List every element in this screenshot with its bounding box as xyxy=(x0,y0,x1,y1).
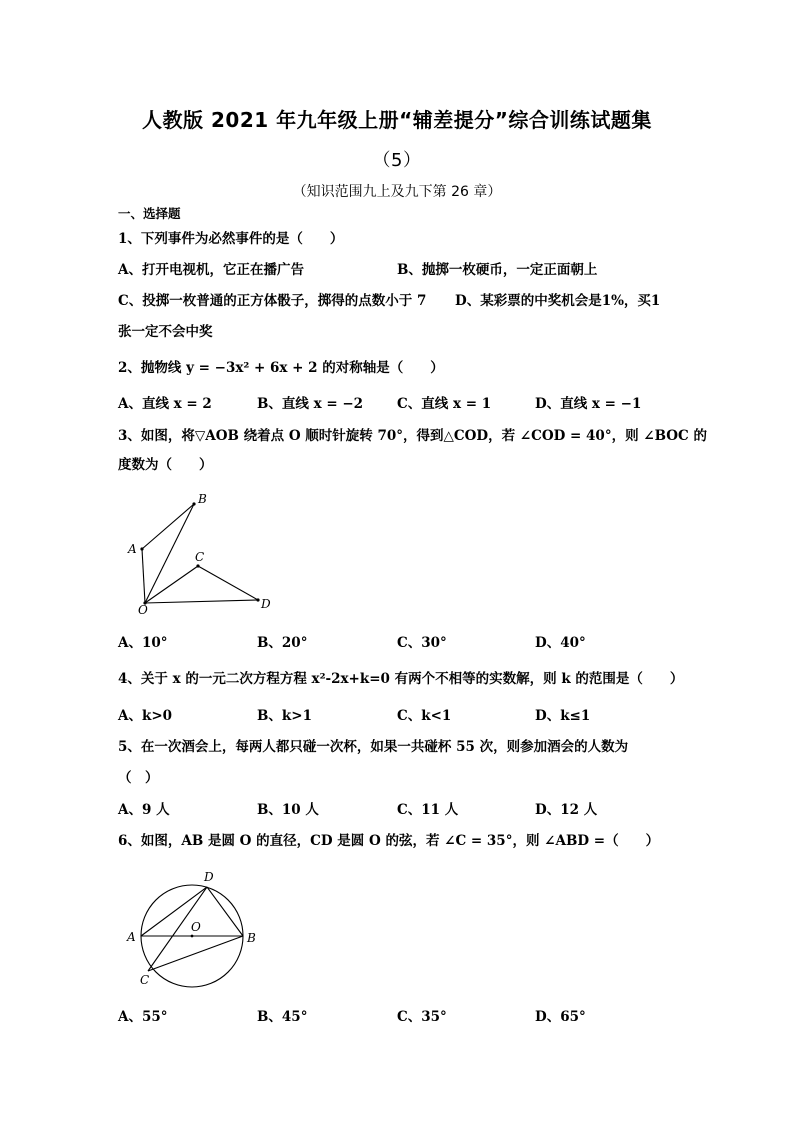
question-6-option-b: B、45° xyxy=(257,1009,308,1025)
question-2-stem: 2、抛物线 y = −3x² + 6x + 2 的对称轴是（ ） xyxy=(118,360,444,376)
question-3-stem-cont: 度数为（ ） xyxy=(118,457,213,473)
question-6-option-c: C、35° xyxy=(397,1009,447,1025)
question-4-stem: 4、关于 x 的一元二次方程方程 x²-2x+k=0 有两个不相等的实数解，则 k 的范围是（ ） xyxy=(118,671,684,687)
fig6-label-c: C xyxy=(140,973,150,987)
question-5-option-c: C、11 人 xyxy=(397,802,459,818)
fig3-label-c: C xyxy=(195,550,205,564)
question-3-stem: 3、如图，将▽AOB 绕着点 O 顺时针旋转 70°，得到△COD，若 ∠COD = 40°，则 ∠BOC 的 xyxy=(118,428,707,444)
question-4-option-b: B、k>1 xyxy=(257,708,312,724)
question-3-option-b: B、20° xyxy=(257,635,308,651)
section-heading: 一、选择题 xyxy=(118,206,181,221)
fig6-label-a: A xyxy=(127,930,136,944)
question-5-stem-cont: （ ） xyxy=(118,770,159,786)
question-5-stem: 5、在一次酒会上，每两人都只碰一次杯，如果一共碰杯 55 次，则参加酒会的人数为 xyxy=(118,739,629,755)
fig6-label-d: D xyxy=(204,870,214,884)
document-title-number: （5） xyxy=(372,150,422,171)
question-3-figure xyxy=(118,488,288,618)
question-4-option-d: D、k≤1 xyxy=(535,708,591,724)
question-4-option-a: A、k>0 xyxy=(118,708,173,724)
question-5-option-d: D、12 人 xyxy=(535,802,598,818)
question-6-option-d: D、65° xyxy=(535,1009,586,1025)
question-3-option-a: A、10° xyxy=(118,635,168,651)
question-1-option-c: C、投掷一枚普通的正方体骰子，掷得的点数小于 7 xyxy=(118,293,427,309)
question-1-stem: 1、下列事件为必然事件的是（ ） xyxy=(118,231,344,247)
question-4-option-c: C、k<1 xyxy=(397,708,452,724)
fig3-label-d: D xyxy=(261,597,271,611)
question-1-option-d-cont: 张一定不会中奖 xyxy=(118,324,213,340)
fig6-label-b: B xyxy=(247,931,256,945)
question-3-option-d: D、40° xyxy=(535,635,586,651)
question-2-option-d: D、直线 x = −1 xyxy=(535,396,642,412)
question-6-stem: 6、如图，AB 是圆 O 的直径，CD 是圆 O 的弦，若 ∠C = 35°，则 ∠ABD =（ ） xyxy=(118,833,660,849)
question-2-option-c: C、直线 x = 1 xyxy=(397,396,492,412)
fig6-label-o: O xyxy=(191,920,201,934)
question-1-option-b: B、抛掷一枚硬币，一定正面朝上 xyxy=(397,262,598,278)
question-5-option-a: A、9 人 xyxy=(118,802,170,818)
question-6-option-a: A、55° xyxy=(118,1009,168,1025)
question-1-option-d: D、某彩票的中奖机会是1%，买1 xyxy=(455,293,661,309)
fig3-label-a: A xyxy=(128,542,137,556)
document-title: 人教版 2021 年九年级上册“辅差提分”综合训练试题集 xyxy=(142,108,652,132)
question-3-option-c: C、30° xyxy=(397,635,447,651)
question-1-option-a: A、打开电视机，它正在播广告 xyxy=(118,262,304,278)
fig3-label-o: O xyxy=(138,603,148,617)
question-6-figure xyxy=(118,862,278,994)
question-2-option-b: B、直线 x = −2 xyxy=(257,396,364,412)
question-5-option-b: B、10 人 xyxy=(257,802,319,818)
question-2-option-a: A、直线 x = 2 xyxy=(118,396,212,412)
document-scope: （知识范围九上及九下第 26 章） xyxy=(292,184,502,200)
fig3-label-b: B xyxy=(198,492,207,506)
